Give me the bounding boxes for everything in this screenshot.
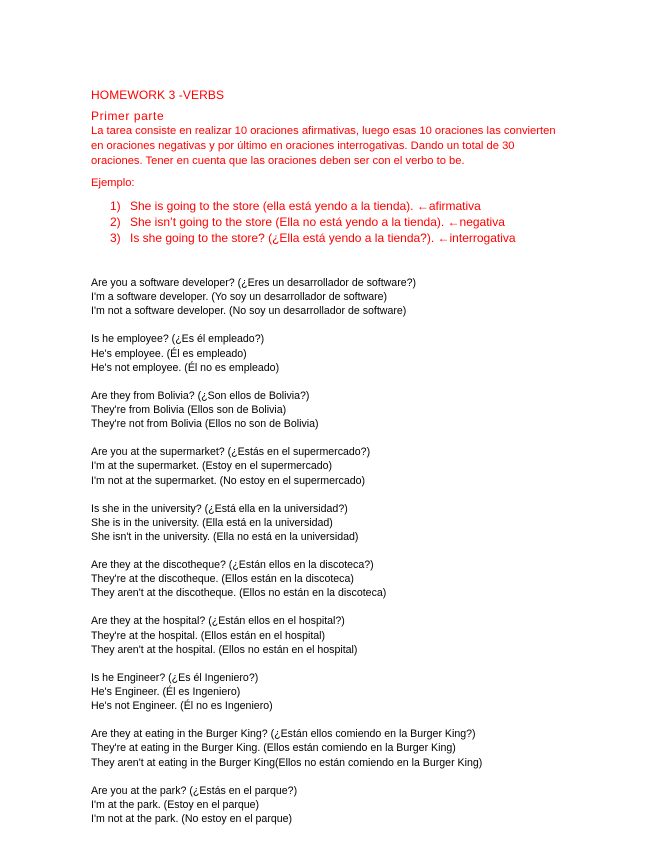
section-subtitle: Primer parte <box>91 109 165 123</box>
question-sentence: Is he Engineer? (¿Es él Ingeniero?) <box>91 671 259 684</box>
affirmative-sentence: They're from Bolivia (Ellos son de Bolivia) <box>91 404 287 417</box>
negative-sentence: They aren't at the discotheque. (Ellos no están en la discoteca) <box>91 587 387 600</box>
negative-sentence: He's not Engineer. (Él no es Ingeniero) <box>91 700 273 713</box>
question-sentence: Are you a software developer? (¿Eres un desarrollador de software?) <box>91 277 417 289</box>
negative-sentence: They aren't at eating in the Burger King(Ellos no están comiendo en la Burger King) <box>91 756 483 769</box>
example-item <box>110 230 516 246</box>
negative-sentence: I'm not a software developer. (No soy un desarrollador de software) <box>91 305 407 318</box>
negative-sentence: I'm not at the park. (No estoy en el parque) <box>91 813 293 826</box>
example-label: Ejemplo: <box>91 177 135 189</box>
instructions-paragraph: La tarea consiste en realizar 10 oraciones afirmativas, luego esas 10 oraciones las convierten en oraciones negativas y por último en oraciones interrogativas. Dando un total de 30 oraciones. Tener en cuenta que las oraciones deben ser con el verbo to be. <box>91 125 556 167</box>
negative-sentence: She isn't in the university. (Ella no está en la universidad) <box>91 531 359 544</box>
example-text: She is going to the store (ella está yendo a la tienda). ←afirmativa <box>130 199 481 213</box>
question-sentence: Is he employee? (¿Es él empleado?) <box>91 333 265 346</box>
sentence-groups <box>91 276 631 840</box>
sentence-group <box>91 332 631 375</box>
affirmative-sentence: They're at eating in the Burger King. (Ellos están comiendo en la Burger King) <box>91 742 456 755</box>
question-sentence: Is she in the university? (¿Está ella en la universidad?) <box>91 502 348 515</box>
sentence-group <box>91 389 631 432</box>
question-sentence: Are they at eating in the Burger King? (¿Están ellos comiendo en la Burger King?) <box>91 728 476 741</box>
question-sentence: Are you at the park? (¿Estás en el parque?) <box>91 784 298 797</box>
sentence-group <box>91 784 631 827</box>
affirmative-sentence: They're at the hospital. (Ellos están en el hospital) <box>91 629 326 642</box>
document-title: HOMEWORK 3 -VERBS <box>91 88 225 102</box>
affirmative-sentence: I'm a software developer. (Yo soy un desarrollador de software) <box>91 291 388 304</box>
affirmative-sentence: She is in the university. (Ella está en la universidad) <box>91 516 333 529</box>
affirmative-sentence: They're at the discotheque. (Ellos están en la discoteca) <box>91 573 354 586</box>
example-number: 1) <box>110 199 121 213</box>
example-item <box>110 198 516 214</box>
example-item <box>110 214 516 230</box>
negative-sentence: He's not employee. (Él no es empleado) <box>91 361 280 374</box>
example-text: She isn’t going to the store (Ella no está yendo a la tienda). ←negativa <box>130 215 505 229</box>
sentence-group <box>91 671 631 714</box>
sentence-group <box>91 445 631 488</box>
question-sentence: Are you at the supermarket? (¿Estás en el supermercado?) <box>91 446 371 459</box>
negative-sentence: They're not from Bolivia (Ellos no son de Bolivia) <box>91 418 319 431</box>
sentence-group <box>91 558 631 601</box>
sentence-group <box>91 276 631 319</box>
example-number: 2) <box>110 215 121 229</box>
sentence-group <box>91 727 631 770</box>
negative-sentence: They aren't at the hospital. (Ellos no están en el hospital) <box>91 643 358 656</box>
question-sentence: Are they at the discotheque? (¿Están ellos en la discoteca?) <box>91 559 374 572</box>
affirmative-sentence: I'm at the park. (Estoy en el parque) <box>91 798 260 811</box>
question-sentence: Are they from Bolivia? (¿Son ellos de Bolivia?) <box>91 389 310 402</box>
sentence-group <box>91 614 631 657</box>
question-sentence: Are they at the hospital? (¿Están ellos en el hospital?) <box>91 615 345 628</box>
affirmative-sentence: He's Engineer. (Él es Ingeniero) <box>91 686 241 699</box>
sentence-group <box>91 502 631 545</box>
example-list <box>110 198 516 246</box>
example-text: Is she going to the store? (¿Ella está yendo a la tienda?). ←interrogativa <box>130 231 516 245</box>
negative-sentence: I'm not at the supermarket. (No estoy en el supermercado) <box>91 474 366 487</box>
affirmative-sentence: He's employee. (Él es empleado) <box>91 347 247 360</box>
example-number: 3) <box>110 231 121 245</box>
affirmative-sentence: I'm at the supermarket. (Estoy en el supermercado) <box>91 460 333 473</box>
